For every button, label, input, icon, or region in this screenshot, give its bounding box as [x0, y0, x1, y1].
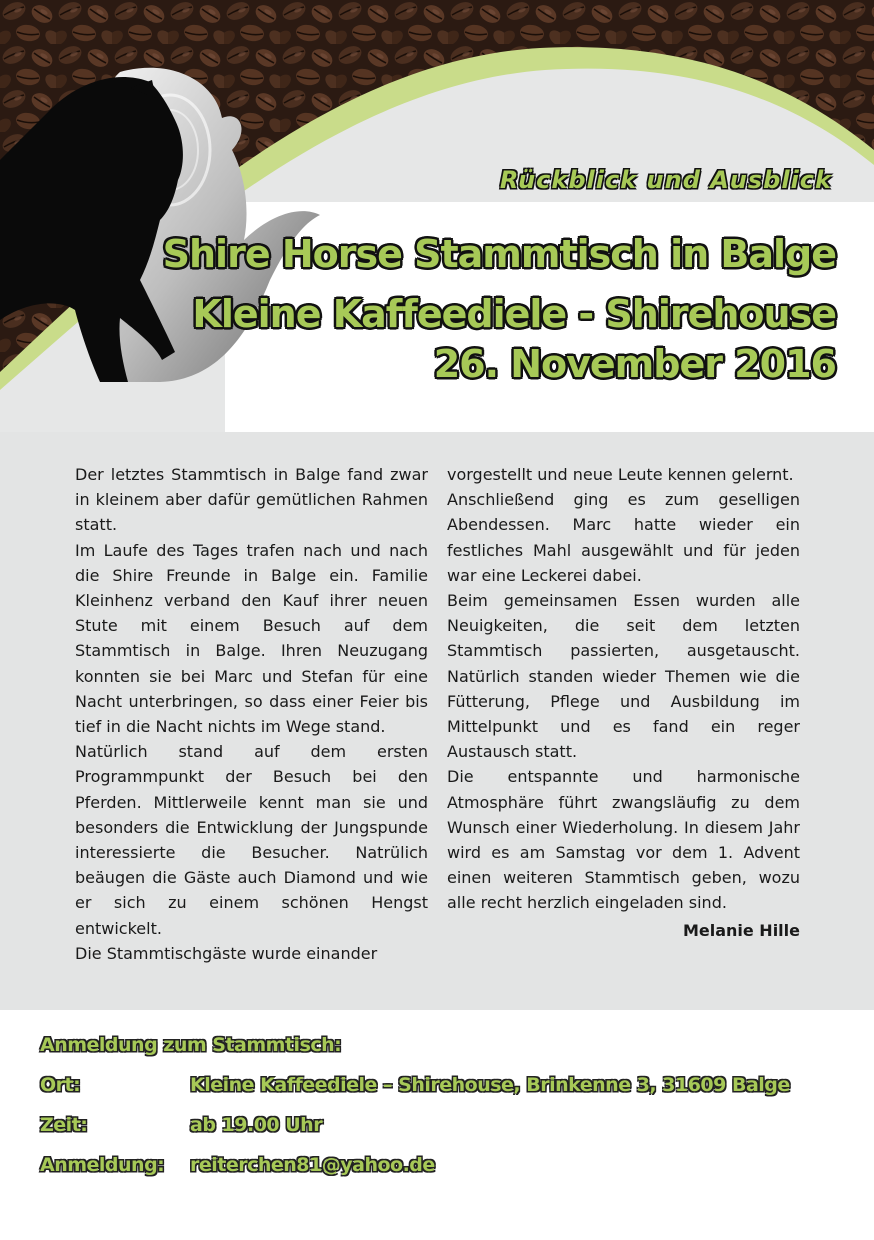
header-banner: [0, 0, 874, 432]
article-section: [0, 432, 874, 1010]
paragraph: Die Stammtischgäste wurde einander: [75, 943, 378, 963]
location-label: Ort:: [40, 1074, 81, 1096]
title-line-3: 26. November 2016: [433, 342, 836, 386]
paragraph: Der letztes Stammtisch in Balge fand zwar in kleinem aber dafür gemütlichen Rahmen statt.: [75, 465, 428, 535]
author-name: Melanie Hille: [682, 920, 800, 940]
time-value: ab 19.00 Uhr: [190, 1114, 323, 1136]
paragraph: Beim gemeinsamen Essen wurden alle Neuigkeiten, die seit dem letzten Stammtisch passierten, ausgetauscht. Natürlich standen wieder Themen wie die Fütterung, Pflege und Ausbildung im Mittelpunkt und es fand ein reger Austausch statt.: [447, 591, 800, 762]
registration-heading: Anmeldung zum Stammtisch:: [40, 1034, 342, 1056]
paragraph: Im Laufe des Tages trafen nach und nach die Shire Freunde in Balge ein. Familie Kleinhenz verband den Kauf ihrer neuen Stute mit einem Besuch auf dem Stammtisch in Balge. Ihren Neuzugang konnten sie bei Marc und Stefan für eine Nacht unterbringen, so dass einer Feier bis tief in die Nacht nichts im Wege stand.: [75, 540, 428, 737]
signup-email[interactable]: reiterchen81@yahoo.de: [190, 1154, 435, 1176]
paragraph: Natürlich stand auf dem ersten Programmpunkt der Besuch bei den Pferden. Mittlerweile kennt man sie und besonders die Entwicklung der Jungspunde interessierte die Besucher. Natrülich beäugen die Gäste auch Diamond und wie er sich zu einem schönen Hengst entwickelt.: [75, 742, 428, 938]
time-label: Zeit:: [40, 1114, 88, 1136]
paragraph: Anschließend ging es zum geselligen Abendessen. Marc hatte wieder ein festliches Mahl ausgewählt und für jeden war eine Leckerei dabei.: [447, 490, 800, 585]
location-value: Kleine Kaffeediele – Shirehouse, Brinkenne 3, 31609 Balge: [190, 1074, 790, 1096]
signup-label: Anmeldung:: [40, 1154, 165, 1176]
article-column-right: [447, 462, 800, 943]
title-line-2: Kleine Kaffeediele - Shirehouse: [192, 292, 836, 336]
subtitle: Rückblick und Ausblick: [499, 166, 832, 194]
paragraph: vorgestellt und neue Leute kennen gelernt.: [447, 465, 794, 484]
article-column-left: [75, 462, 428, 966]
paragraph: Die entspannte und harmonische Atmosphäre führt zwangsläufig zu dem Wunsch einer Wiederholung. In diesem Jahr wird es am Samstag vor dem 1. Advent einen weiteren Stammtisch geben, wozu alle recht herzlich eingeladen sind.: [447, 767, 800, 913]
title-line-1: Shire Horse Stammtisch in Balge: [162, 232, 836, 276]
registration-section: [0, 1010, 874, 1240]
